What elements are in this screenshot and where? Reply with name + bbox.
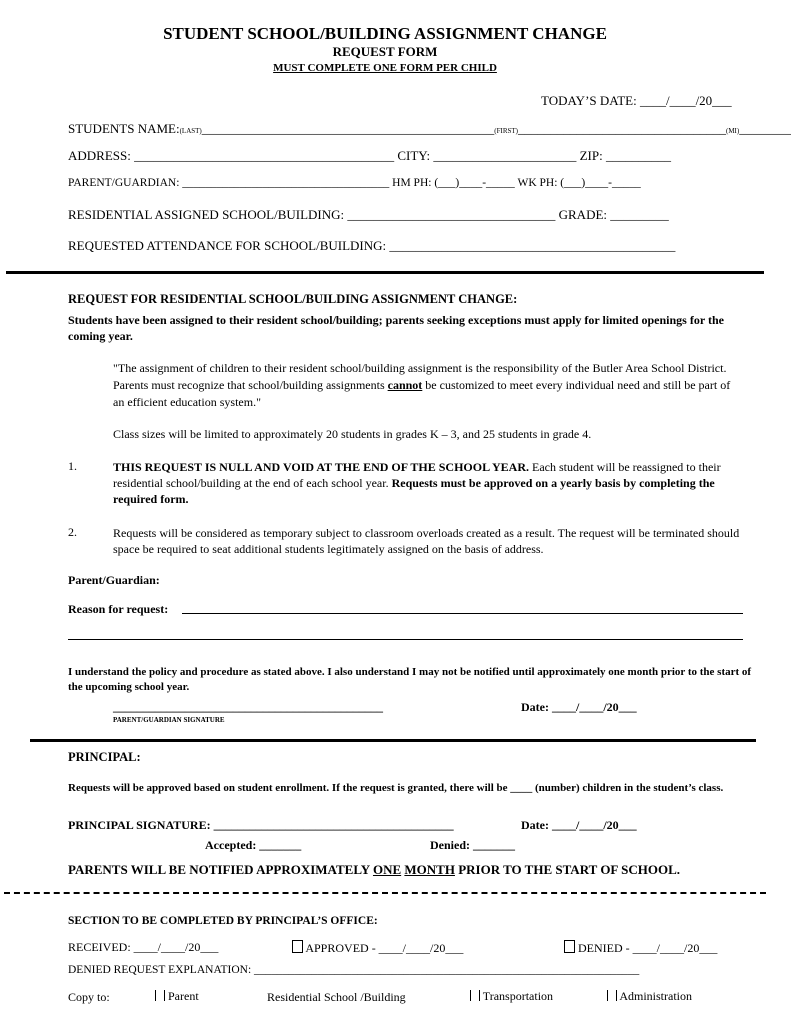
item-1-number: 1. bbox=[68, 459, 77, 473]
principal-signature[interactable]: PRINCIPAL SIGNATURE: ________________________________________ bbox=[68, 818, 454, 832]
item-1-text: THIS REQUEST IS NULL AND VOID AT THE END OF THE SCHOOL YEAR. Each student will be reassigned to their residential school/building at the end of each school year. Requests must be approved on a yearly basis by completing the required form. bbox=[113, 460, 721, 506]
principal-heading: PRINCIPAL: bbox=[68, 750, 141, 764]
request-intro: Students have been assigned to their resident school/building; parents seeking exceptions must apply for limited openings for the coming year. bbox=[68, 313, 724, 343]
copy-transportation-checkbox[interactable] bbox=[470, 990, 480, 1001]
principal-text: Requests will be approved based on student enrollment. If the request is granted, there will be ____ (number) children in the student’s class. bbox=[68, 782, 724, 794]
copy-transportation-option[interactable]: Transportation bbox=[470, 989, 553, 1004]
cannot-emphasis: cannot bbox=[387, 378, 423, 392]
copy-residential-option[interactable]: Residential School /Building bbox=[267, 990, 406, 1004]
parent-signature-label: PARENT/GUARDIAN SIGNATURE bbox=[113, 716, 225, 724]
section-divider bbox=[6, 271, 764, 274]
requested-school-field[interactable]: REQUESTED ATTENDANCE FOR SCHOOL/BUILDING: ____________________________________________ bbox=[68, 238, 676, 253]
denied-explanation-field[interactable]: DENIED REQUEST EXPLANATION: ___________________________________________________________________ bbox=[68, 964, 640, 976]
copy-parent-option[interactable]: Parent bbox=[155, 989, 199, 1004]
office-heading: SECTION TO BE COMPLETED BY PRINCIPAL’S OFFICE: bbox=[68, 915, 378, 927]
accepted-field[interactable]: Accepted: _______ bbox=[205, 838, 302, 852]
students-name-label: STUDENTS NAME: bbox=[68, 121, 180, 136]
reason-line-2[interactable] bbox=[68, 639, 743, 640]
form-title: STUDENT SCHOOL/BUILDING ASSIGNMENT CHANGE bbox=[163, 24, 607, 43]
todays-date-field[interactable]: TODAY’S DATE: ____/____/20___ bbox=[541, 93, 732, 108]
reason-label: Reason for request: bbox=[68, 602, 169, 616]
approved-checkbox[interactable] bbox=[292, 940, 303, 953]
copy-administration-option[interactable]: Administration bbox=[607, 989, 692, 1004]
first-name-tag: (FIRST) bbox=[494, 127, 518, 135]
last-name-tag: (LAST) bbox=[179, 127, 202, 135]
policy-quote: "The assignment of children to their resident school/building assignment is the responsibility of the Butler Area School District. Parents must recognize that school/building assignments cannot be customized to meet every individual need and still be part of an efficient education system." bbox=[113, 361, 731, 409]
class-sizes-note: Class sizes will be limited to approximately 20 students in grades K – 3, and 25 students in grade 4. bbox=[113, 427, 592, 441]
address-field[interactable]: ADDRESS: ________________________________________ CITY: ______________________ ZIP: __________ bbox=[68, 148, 671, 163]
parent-signature-line[interactable]: _____________________________________________ bbox=[113, 700, 383, 714]
denied-field[interactable]: Denied: _______ bbox=[430, 838, 515, 852]
parent-guardian-label: Parent/Guardian: bbox=[68, 573, 160, 587]
mi-tag: (MI) bbox=[726, 127, 740, 135]
principal-date[interactable]: Date: ____/____/20___ bbox=[521, 818, 637, 832]
form-instruction: MUST COMPLETE ONE FORM PER CHILD bbox=[273, 62, 497, 74]
item-2-text: Requests will be considered as temporary subject to classroom overloads created as a result. The request will be terminated should space be required to seat additional students legitimately assigned on the basis of address. bbox=[113, 526, 740, 556]
received-field[interactable]: RECEIVED: ____/____/20___ bbox=[68, 940, 219, 954]
parent-guardian-field[interactable]: PARENT/GUARDIAN: ____________________________________ HM PH: (___)____-_____ WK PH: (___)____-_____ bbox=[68, 177, 641, 189]
denied-option[interactable]: DENIED - ____/____/20___ bbox=[564, 940, 717, 956]
understanding-statement: I understand the policy and procedure as stated above. I also understand I may not be notified until approximately one month prior to the start of the upcoming school year. bbox=[68, 666, 752, 693]
item-2-number: 2. bbox=[68, 525, 77, 539]
students-name-field[interactable]: STUDENTS NAME:(LAST)_____________________________________________(FIRST)________________________________(MI)________ bbox=[68, 121, 791, 136]
reason-line-1[interactable] bbox=[182, 613, 743, 614]
notification-notice: PARENTS WILL BE NOTIFIED APPROXIMATELY ONE MONTH PRIOR TO THE START OF SCHOOL. bbox=[68, 862, 681, 877]
form-subtitle: REQUEST FORM bbox=[332, 44, 438, 59]
parent-signature-date[interactable]: Date: ____/____/20___ bbox=[521, 700, 637, 714]
copy-administration-checkbox[interactable] bbox=[607, 990, 617, 1001]
request-heading: REQUEST FOR RESIDENTIAL SCHOOL/BUILDING ASSIGNMENT CHANGE: bbox=[68, 292, 518, 306]
denied-checkbox[interactable] bbox=[564, 940, 575, 953]
principal-divider bbox=[30, 739, 756, 742]
residential-school-field[interactable]: RESIDENTIAL ASSIGNED SCHOOL/BUILDING: ________________________________ GRADE: _________ bbox=[68, 207, 669, 222]
approved-option[interactable]: APPROVED - ____/____/20___ bbox=[292, 940, 463, 956]
cut-line bbox=[4, 892, 766, 894]
copy-parent-checkbox[interactable] bbox=[155, 990, 165, 1001]
copy-to-label: Copy to: bbox=[68, 990, 110, 1004]
